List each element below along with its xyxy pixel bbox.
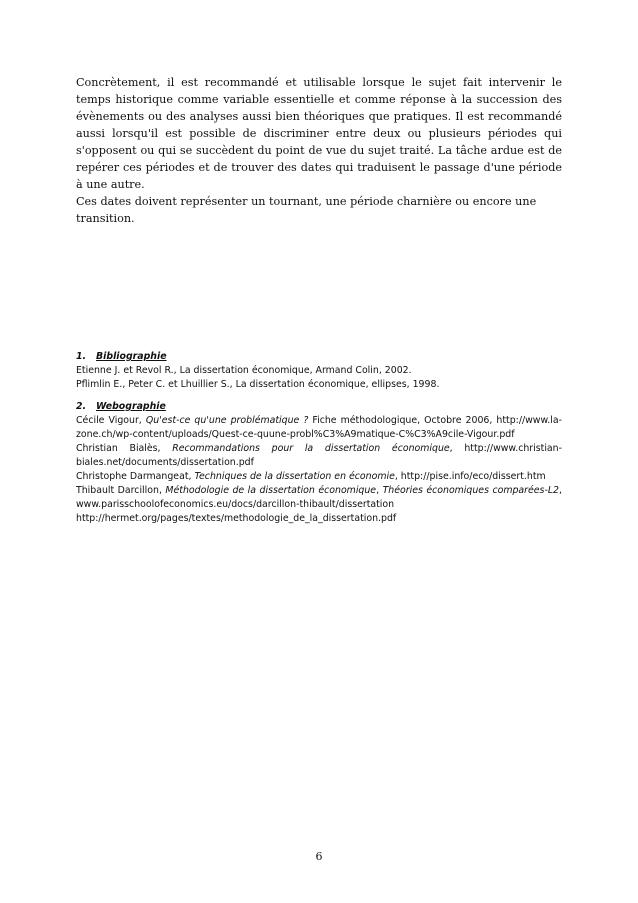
- bibliography-heading: [76, 350, 562, 364]
- entry-separator: ,: [376, 485, 383, 496]
- bibliography-entry: Etienne J. et Revol R., La dissertation économique, Armand Colin, 2002.: [76, 365, 412, 376]
- webography-entry: [76, 414, 562, 442]
- webography-entry: [76, 470, 562, 484]
- entry-author: Cécile Vigour,: [76, 415, 146, 426]
- entry-details: , www.parisschoolofeconomics.eu/docs/darcillon-thibault/dissertation: [76, 485, 562, 510]
- entry-details: , http://www.christian-biales.net/documents/dissertation.pdf: [76, 443, 562, 468]
- webography-entry: http://hermet.org/pages/textes/methodologie_de_la_dissertation.pdf: [76, 513, 397, 524]
- entry-author: Christian Bialès,: [76, 443, 173, 454]
- bibliography-title: Bibliographie: [96, 351, 167, 362]
- webography-heading: [76, 400, 562, 414]
- webography-number: 2.: [76, 401, 87, 412]
- entry-title: Méthodologie de la dissertation économique: [165, 485, 377, 496]
- body-text: [76, 74, 562, 227]
- references-section: [76, 350, 562, 526]
- webography-title: Webographie: [96, 401, 166, 412]
- page-number: 6: [315, 850, 323, 863]
- webography-entry: [76, 442, 562, 470]
- paragraph-2: Ces dates doivent représenter un tournant, une période charnière ou encore une transition.: [76, 195, 537, 225]
- entry-author: Thibault Darcillon,: [76, 485, 166, 496]
- entry-author: Christophe Darmangeat,: [76, 471, 195, 482]
- entry-details: Fiche méthodologique, Octobre 2006, http://www.la-zone.ch/wp-content/uploads/Quest-ce-quune-probl%C3%A9matique-C%C3%A9cile-Vigour.pdf: [76, 415, 562, 440]
- entry-title: Théories économiques comparées-L2: [382, 485, 560, 496]
- entry-title: Qu'est-ce qu'une problématique ?: [145, 415, 309, 426]
- entry-title: Recommandations pour la dissertation économique: [172, 443, 450, 454]
- entry-details: , http://pise.info/eco/dissert.htm: [394, 471, 546, 482]
- bibliography-number: 1.: [76, 351, 87, 362]
- bibliography-entry: Pflimlin E., Peter C. et Lhuillier S., La dissertation économique, ellipses, 1998.: [76, 379, 440, 390]
- webography-entry: [76, 484, 562, 512]
- entry-title: Techniques de la dissertation en économie: [194, 471, 395, 482]
- paragraph-1: Concrètement, il est recommandé et utilisable lorsque le sujet fait intervenir le temps historique comme variable essentielle et comme réponse à la succession des évènements ou des analyses aussi bien théoriques que pratiques. Il est recommandé aussi lorsqu'il est possible de discriminer entre deux ou plusieurs périodes qui s'opposent ou qui se succèdent du point de vue du sujet traité. La tâche ardue est de repérer ces périodes et de trouver des dates qui traduisent le passage d'une période à une autre.: [76, 76, 562, 191]
